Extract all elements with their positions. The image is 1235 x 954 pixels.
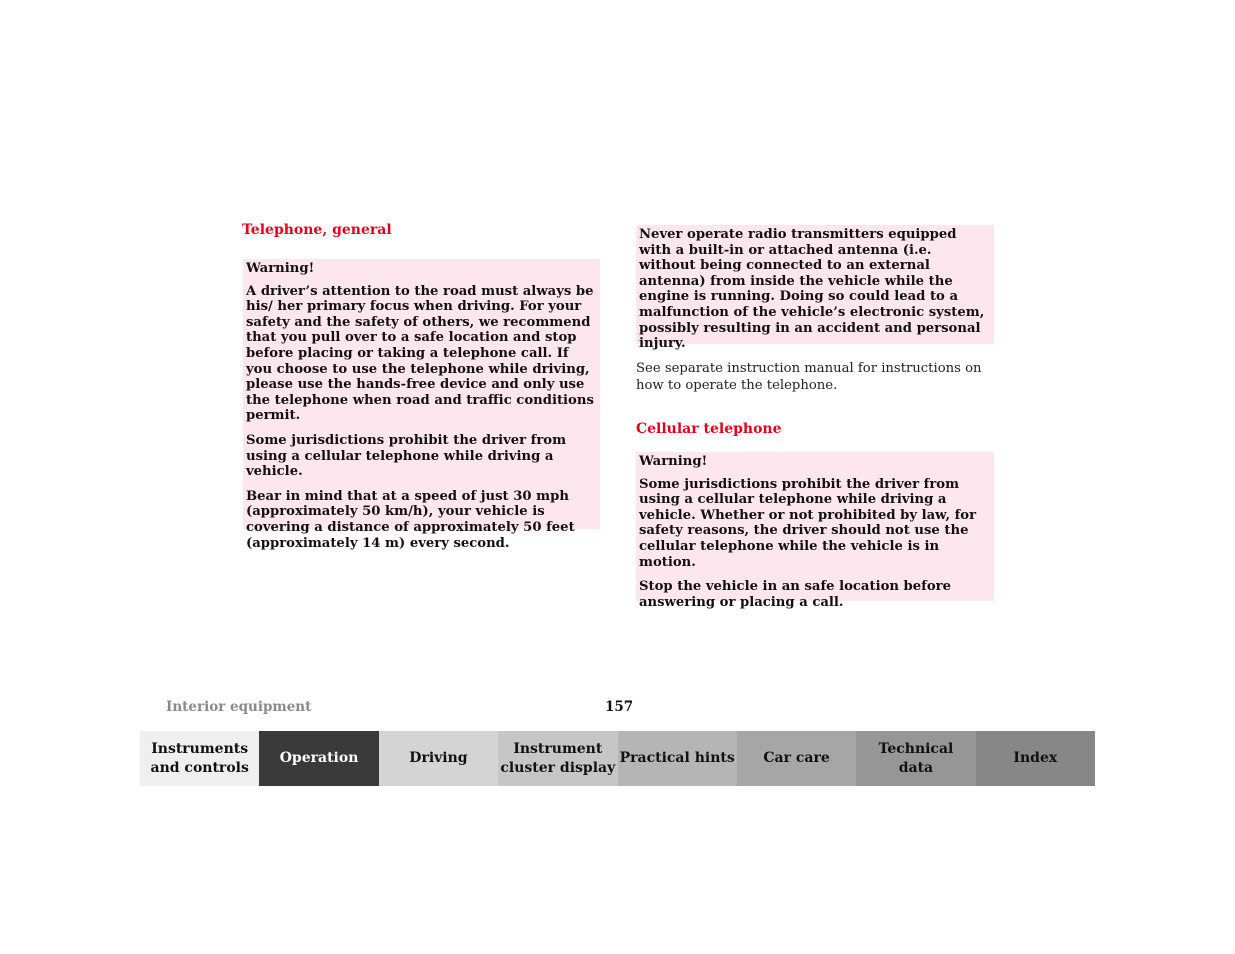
nav-tab-index[interactable]: Index [976, 731, 1095, 786]
warning-title: Warning! [639, 454, 708, 469]
section-heading-telephone-general: Telephone, general [242, 222, 392, 238]
warning-paragraph: Stop the vehicle in an safe location before answering or placing a call. [639, 579, 951, 610]
warning-box-telephone [243, 259, 600, 551]
nav-tab-driving[interactable]: Driving [379, 731, 498, 786]
nav-tab-technical-data[interactable]: Technical data [856, 731, 975, 786]
chapter-nav-bar [140, 731, 1095, 786]
warning-box-radio-transmitters [636, 225, 994, 352]
warning-paragraph: Some jurisdictions prohibit the driver from using a cellular telephone while driving a vehicle. [246, 432, 567, 480]
warning-box-cellular [636, 452, 994, 610]
nav-tab-practical-hints[interactable]: Practical hints [618, 731, 737, 786]
page-number: 157 [605, 699, 634, 715]
nav-tab-operation[interactable]: Operation [259, 731, 378, 786]
instruction-manual-note: See separate instruction manual for instructions on how to operate the telephone. [636, 361, 982, 393]
warning-paragraph: A driver’s attention to the road must always be his/ her primary focus when driving. For your safety and the safety of others, we recommend that you pull over to a safe location and stop before placing or taking a telephone call. If you choose to use the telephone while driving, please use the hands-free device and only use the telephone when road and traffic conditions permit. [246, 283, 594, 424]
warning-paragraph: Some jurisdictions prohibit the driver from using a cellular telephone while driving a vehicle. Whether or not prohibited by law, for safety reasons, the driver should not use the cellular telephone while the vehicle is in motion. [639, 476, 977, 570]
warning-title: Warning! [246, 261, 315, 276]
nav-tab-car-care[interactable]: Car care [737, 731, 856, 786]
warning-paragraph: Bear in mind that at a speed of just 30 mph (approximately 50 km/h), your vehicle is covering a distance of approximately 50 feet (approximately 14 m) every second. [246, 488, 575, 551]
footer-section-title: Interior equipment [166, 699, 312, 715]
warning-paragraph: Never operate radio transmitters equipped with a built-in or attached antenna (i.e. without being connected to an external antenna) from inside the vehicle while the engine is running. Doing so could lead to a malfunction of the vehicle’s electronic system, possibly resulting in an accident and personal injury. [639, 227, 985, 352]
section-heading-cellular-telephone: Cellular telephone [636, 421, 782, 437]
nav-tab-instruments-and-controls[interactable]: Instruments and controls [140, 731, 259, 786]
nav-tab-instrument-cluster-display[interactable]: Instrument cluster display [498, 731, 617, 786]
